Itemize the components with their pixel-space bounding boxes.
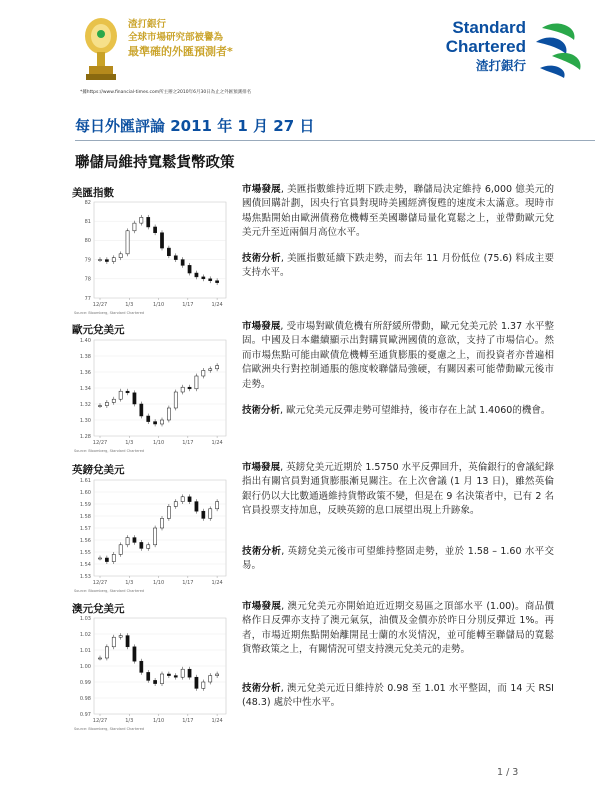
y-tick-label: 1.60 bbox=[79, 489, 91, 496]
x-tick-label: 12/27 bbox=[92, 718, 108, 724]
candle-body bbox=[140, 404, 143, 416]
tech-label: 技術分析 bbox=[242, 546, 282, 557]
y-tick-label: 80 bbox=[84, 238, 91, 245]
candle-body bbox=[112, 554, 115, 561]
section-eurusd-tech: 技術分析, 歐元兌美元反彈走勢可望維持，後市存在上試 1.4060的機會。 bbox=[242, 405, 551, 416]
candle-body bbox=[160, 420, 163, 424]
y-tick-label: 1.40 bbox=[79, 337, 91, 344]
section-usd-index-market: 市場發展, 美匯指數維持近期下跌走勢，聯儲局決定維持 6,000 億美元的國債回購計劃，因央行官員對現時美國經濟復甦的速度未太滿意。現時市場焦點開始由歐洲債務危機轉至美國聯儲局量化寬鬆之上，並帶動歐元兌美元升至近兩個月高位水平。 bbox=[242, 184, 554, 239]
chart-audusd bbox=[72, 614, 232, 732]
y-tick-label: 1.02 bbox=[79, 631, 91, 638]
x-tick-label: 1/17 bbox=[182, 718, 194, 724]
y-tick-label: 1.01 bbox=[79, 647, 91, 654]
chart-source: Source: Bloomberg, Standard Chartered bbox=[74, 589, 145, 593]
logo-text-standard: Standard bbox=[452, 18, 526, 37]
candle-body bbox=[126, 391, 129, 393]
page-number: 1 / 3 bbox=[497, 767, 519, 778]
y-tick-label: 77 bbox=[84, 295, 91, 302]
y-tick-label: 1.61 bbox=[79, 477, 91, 484]
candle-body bbox=[112, 399, 115, 402]
candle-body bbox=[147, 416, 150, 422]
market-label: 市場發展 bbox=[242, 321, 281, 332]
chart-gbpusd bbox=[72, 476, 232, 594]
y-tick-label: 1.55 bbox=[79, 549, 91, 556]
candle-body bbox=[140, 542, 143, 548]
y-tick-label: 1.34 bbox=[79, 385, 91, 392]
candle-body bbox=[140, 217, 143, 223]
candle-body bbox=[147, 217, 150, 227]
x-tick-label: 1/10 bbox=[152, 718, 165, 724]
candle-body bbox=[167, 674, 170, 676]
candle-body bbox=[112, 637, 115, 647]
section-audusd-market: 市場發展, 澳元兌美元亦開始迫近近期交易區之頂部水平 (1.00)。商品價格作日反彈亦支持了澳元氣氛，油價及金價亦於昨日分別反彈近 1%。再者，市場近期焦點開始離開昆士蘭的水災情況，並可能轉至聯儲局的寬鬆貨幣政策之上，有關情況可望支持澳元兌美元的走勢。 bbox=[242, 601, 554, 656]
x-tick-label: 1/3 bbox=[125, 580, 134, 586]
y-tick-label: 1.57 bbox=[79, 525, 91, 532]
candle-body bbox=[216, 366, 219, 369]
candle-body bbox=[133, 647, 136, 661]
logo-text-chinese: 渣打銀行 bbox=[475, 58, 526, 73]
candle-body bbox=[202, 682, 205, 688]
candle-body bbox=[195, 677, 198, 688]
y-tick-label: 81 bbox=[84, 219, 91, 225]
y-tick-label: 1.38 bbox=[79, 353, 91, 360]
chart-source: Source: Bloomberg, Standard Chartered bbox=[74, 311, 145, 315]
candle-body bbox=[112, 258, 115, 262]
logo-text-chartered: Chartered bbox=[445, 37, 526, 56]
x-tick-label: 1/3 bbox=[125, 440, 134, 446]
candle-body bbox=[119, 254, 122, 258]
x-tick-label: 1/24 bbox=[211, 718, 223, 724]
candle-body bbox=[195, 502, 198, 512]
tech-label: 技術分析 bbox=[242, 253, 281, 264]
candle-body bbox=[181, 669, 184, 677]
y-tick-label: 0.97 bbox=[79, 711, 91, 718]
award-line-1: 渣打銀行 bbox=[128, 19, 167, 30]
y-tick-label: 1.56 bbox=[79, 537, 91, 544]
market-label: 市場發展 bbox=[242, 462, 281, 473]
standard-chartered-logo bbox=[406, 18, 596, 88]
candle-body bbox=[119, 391, 122, 399]
candle-body bbox=[133, 223, 136, 231]
y-tick-label: 78 bbox=[84, 276, 91, 283]
x-tick-label: 12/27 bbox=[92, 440, 108, 446]
tech-text: 澳元兌美元近日維持於 0.98 至 1.01 水平整固，而 14 天 RSI (48.3) 處於中性水平。 bbox=[242, 683, 554, 709]
document-title: 每日外匯評論 2011 年 1 月 27 日 bbox=[75, 117, 315, 135]
section-title-gbpusd: 英鎊兌美元 bbox=[72, 464, 125, 476]
y-tick-label: 0.99 bbox=[79, 679, 91, 686]
candle-body bbox=[188, 497, 191, 502]
candle-body bbox=[181, 497, 184, 502]
candle-body bbox=[160, 233, 163, 248]
y-tick-label: 1.03 bbox=[79, 615, 91, 622]
candle-body bbox=[174, 676, 177, 678]
chart-source: Source: Bloomberg, Standard Chartered bbox=[74, 449, 145, 453]
candle-body bbox=[147, 545, 150, 549]
x-tick-label: 1/24 bbox=[211, 302, 223, 308]
candle-body bbox=[202, 370, 205, 376]
x-tick-label: 1/24 bbox=[211, 440, 223, 446]
candle-body bbox=[105, 558, 108, 562]
candle-body bbox=[174, 392, 177, 408]
chart-usd-index bbox=[72, 198, 232, 316]
candle-body bbox=[160, 518, 163, 528]
logo-mark-icon bbox=[530, 20, 588, 80]
y-tick-label: 1.58 bbox=[79, 513, 91, 520]
candle-body bbox=[98, 658, 101, 659]
section-gbpusd-market: 市場發展, 英鎊兌美元近期於 1.5750 水平反彈回升，英倫銀行的會議紀錄指出有關官員對通貨膨脹漸見關注。在上次會議 (1 月 13 日)，雖然英倫銀行仍以大比數通過維持貨幣政策不變，但是在 9 名決策者中，已有 2 名官員投票支持加息，反映英鎊的息口展望出現上升跡象。 bbox=[242, 462, 554, 517]
candle-body bbox=[154, 680, 157, 683]
candle-body bbox=[119, 636, 122, 638]
candle-body bbox=[216, 502, 219, 509]
candle-body bbox=[202, 511, 205, 518]
y-tick-label: 79 bbox=[84, 257, 91, 264]
y-tick-label: 1.00 bbox=[79, 663, 91, 670]
y-tick-label: 1.53 bbox=[79, 573, 91, 580]
section-gbpusd-tech: 技術分析, 英鎊兌美元後市可望維持整固走勢，並於 1.58 – 1.60 水平交易。 bbox=[242, 546, 555, 572]
section-title-eurusd: 歐元兌美元 bbox=[72, 324, 125, 336]
section-eurusd-market: 市場發展, 受市場對歐債危機有所舒緩所帶動，歐元兌美元於 1.37 水平整固。中國及日本繼續顯示出對購買歐洲國債的意欲，支持了市場信心。然而市場焦點可能由歐債危機轉至通貨膨脹的憂慮之上，而投資者亦普遍相信歐洲央行對控制通脹的態度較聯儲局強硬，有關因素可能帶動歐元後市走勢。 bbox=[242, 321, 554, 390]
x-tick-label: 1/24 bbox=[211, 580, 223, 586]
candle-body bbox=[126, 636, 129, 647]
candle-body bbox=[154, 227, 157, 233]
y-tick-label: 1.59 bbox=[79, 501, 91, 508]
candle-body bbox=[202, 277, 205, 279]
candle-body bbox=[105, 402, 108, 405]
y-tick-label: 1.36 bbox=[79, 369, 91, 376]
x-tick-label: 1/17 bbox=[182, 440, 194, 446]
section-audusd-tech: 技術分析, 澳元兌美元近日維持於 0.98 至 1.01 水平整固，而 14 天 RSI (48.3) 處於中性水平。 bbox=[242, 683, 554, 709]
y-tick-label: 1.32 bbox=[79, 401, 91, 408]
candle-body bbox=[188, 669, 191, 677]
candle-body bbox=[209, 509, 212, 519]
candle-body bbox=[160, 674, 163, 684]
candle-body bbox=[98, 260, 101, 261]
candle-body bbox=[209, 369, 212, 371]
candle-body bbox=[105, 260, 108, 262]
headline: 聯儲局維持寬鬆貨幣政策 bbox=[75, 155, 235, 171]
candle-body bbox=[209, 676, 212, 682]
x-tick-label: 1/10 bbox=[152, 580, 165, 586]
candle-body bbox=[133, 393, 136, 404]
market-label: 市場發展 bbox=[242, 184, 281, 195]
x-tick-label: 1/10 bbox=[152, 302, 165, 308]
chart-eurusd bbox=[72, 336, 232, 454]
x-tick-label: 1/3 bbox=[125, 302, 134, 308]
award-line-2: 全球市場研究部被譽為 bbox=[128, 32, 224, 43]
x-tick-label: 1/17 bbox=[182, 302, 194, 308]
award-badge bbox=[80, 14, 310, 94]
candle-body bbox=[126, 231, 129, 254]
candle-body bbox=[98, 406, 101, 407]
y-tick-label: 0.98 bbox=[79, 695, 91, 702]
y-tick-label: 1.28 bbox=[79, 433, 91, 440]
market-label: 市場發展 bbox=[242, 601, 282, 612]
x-tick-label: 1/3 bbox=[125, 718, 134, 724]
y-tick-label: 1.54 bbox=[79, 561, 91, 568]
tech-text: 英鎊兌美元後市可望維持整固走勢，並於 1.58 – 1.60 水平交易。 bbox=[242, 546, 555, 572]
candle-body bbox=[147, 672, 150, 680]
candle-body bbox=[167, 408, 170, 420]
candle-body bbox=[105, 647, 108, 658]
x-tick-label: 12/27 bbox=[92, 580, 108, 586]
candle-body bbox=[181, 387, 184, 392]
plot-area bbox=[94, 202, 226, 298]
candle-body bbox=[140, 661, 143, 672]
candle-body bbox=[188, 265, 191, 273]
candle-body bbox=[195, 376, 198, 389]
candle-body bbox=[154, 422, 157, 424]
candle-body bbox=[174, 256, 177, 260]
award-line-3: 最準確的外匯預測者* bbox=[128, 45, 233, 58]
y-tick-label: 82 bbox=[84, 199, 91, 206]
candle-body bbox=[133, 538, 136, 543]
tech-label: 技術分析 bbox=[242, 405, 281, 416]
tech-text: 美匯指數延續下跌走勢，而去年 11 月份低位 (75.6) 料成主要支持水平。 bbox=[242, 253, 554, 279]
market-text: 英鎊兌美元近期於 1.5750 水平反彈回升，英倫銀行的會議紀錄指出有關官員對通貨膨脹漸見關注。在上次會議 (1 月 13 日)，雖然英倫銀行仍以大比數通過維持貨幣政策不變，但是在 9 名決策者中，已有 2 名官員投票支持加息，反映英鎊的息口展望出現上升跡象。 bbox=[242, 462, 554, 517]
title-divider bbox=[75, 140, 595, 141]
tech-text: 歐元兌美元反彈走勢可望維持，後市存在上試 1.4060的機會。 bbox=[286, 405, 551, 416]
candle-body bbox=[216, 281, 219, 283]
candle-body bbox=[216, 674, 219, 676]
section-title-usd-index: 美匯指數 bbox=[72, 187, 114, 199]
y-tick-label: 1.30 bbox=[79, 417, 91, 424]
candle-body bbox=[174, 502, 177, 507]
tech-label: 技術分析 bbox=[242, 683, 281, 694]
x-tick-label: 1/10 bbox=[152, 440, 165, 446]
market-text: 受市場對歐債危機有所舒緩所帶動，歐元兌美元於 1.37 水平整固。中國及日本繼續顯示出對購買歐洲國債的意欲，支持了市場信心。然而市場焦點可能由歐債危機轉至通貨膨脹的憂慮之上，而投資者亦普遍相信歐洲央行對控制通脹的態度較聯儲局強硬，有關因素可能帶動歐元後市走勢。 bbox=[242, 321, 554, 390]
award-footnote: *據https://www.financial-times.com所主辦之2010年6月30日為止之外匯預測排名 bbox=[80, 90, 252, 95]
candle-body bbox=[126, 538, 129, 545]
trophy-icon bbox=[80, 14, 122, 86]
section-title-audusd: 澳元兌美元 bbox=[72, 603, 125, 615]
candle-body bbox=[98, 558, 101, 559]
candle-body bbox=[188, 387, 191, 389]
x-tick-label: 12/27 bbox=[92, 302, 108, 308]
section-usd-index-tech: 技術分析, 美匯指數延續下跌走勢，而去年 11 月份低位 (75.6) 料成主要支持水平。 bbox=[242, 253, 554, 279]
candle-body bbox=[154, 528, 157, 545]
market-text: 美匯指數維持近期下跌走勢，聯儲局決定維持 6,000 億美元的國債回購計劃，因央行官員對現時美國經濟復甦的速度未太滿意。現時市場焦點開始由歐洲債務危機轉至美國聯儲局量化寬鬆之上，並帶動歐元兌美元升至近兩個月高位水平。 bbox=[242, 184, 554, 239]
x-tick-label: 1/17 bbox=[182, 580, 194, 586]
candle-body bbox=[167, 506, 170, 518]
candle-body bbox=[195, 273, 198, 277]
candle-body bbox=[209, 279, 212, 281]
candle-body bbox=[119, 545, 122, 555]
candle-body bbox=[167, 248, 170, 256]
market-text: 澳元兌美元亦開始迫近近期交易區之頂部水平 (1.00)。商品價格作日反彈亦支持了澳元氣氛，油價及金價亦於昨日分別反彈近 1%。再者，市場近期焦點開始離開昆士蘭的水災情況，並可能轉至聯儲局的寬鬆貨幣政策之上，有關情況可望支持澳元兌美元的走勢。 bbox=[242, 601, 554, 656]
chart-source: Source: Bloomberg, Standard Chartered bbox=[74, 727, 145, 731]
candle-body bbox=[181, 260, 184, 266]
